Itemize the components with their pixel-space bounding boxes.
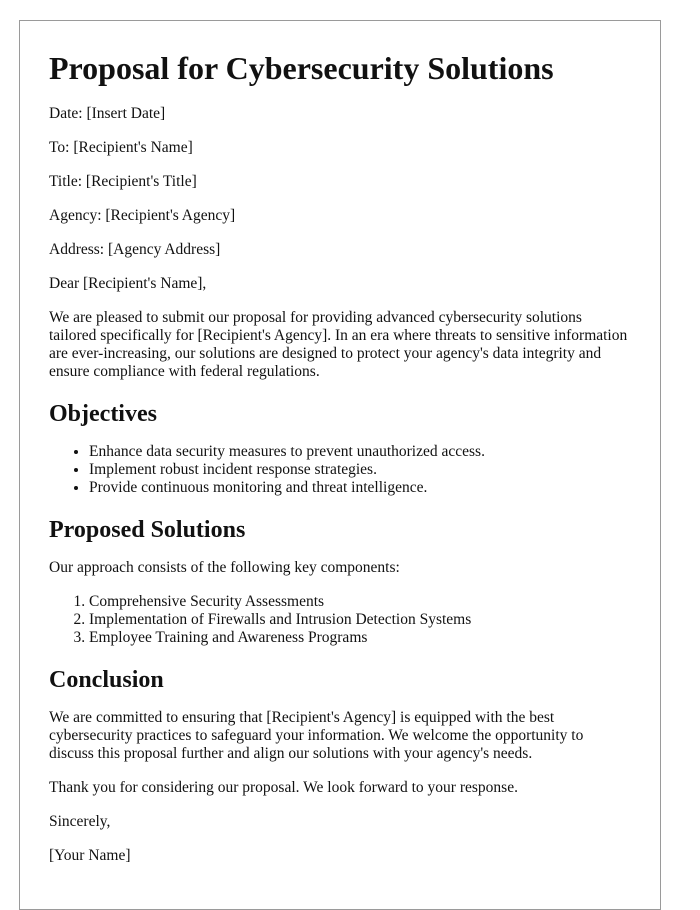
recipient-name-line: To: [Recipient's Name] [49,139,193,156]
objectives-heading: Objectives [49,401,157,427]
solutions-intro: Our approach consists of the following key components: [49,559,400,576]
list-item: • Provide continuous monitoring and threat intelligence. [89,479,631,497]
conclusion-paragraph: We are committed to ensuring that [Recipient's Agency] is equipped with the best cybersecurity practices to safeguard your information. We welcome the opportunity to discuss this proposal further and align our solutions with your agency's needs. [49,709,584,762]
solutions-list [49,593,631,647]
page-title: Proposal for Cybersecurity Solutions [49,50,554,86]
objectives-list [49,443,631,497]
agency-address-line: Address: [Agency Address] [49,241,221,258]
list-item: 3. Employee Training and Awareness Programs [89,629,631,647]
conclusion-heading: Conclusion [49,667,164,693]
intro-paragraph: We are pleased to submit our proposal for providing advanced cybersecurity solutions tailored specifically for [Recipient's Agency]. In an era where threats to sensitive information are ever-increasing, our solutions are designed to protect your agency's data integrity and ensure compliance with federal regulations. [49,309,628,380]
date-line: Date: [Insert Date] [49,105,166,122]
recipient-agency-line: Agency: [Recipient's Agency] [49,207,236,224]
list-item: 2. Implementation of Firewalls and Intrusion Detection Systems [89,611,631,629]
closing: Sincerely, [49,813,111,830]
list-item: • Implement robust incident response strategies. [89,461,631,479]
list-item: 1. Comprehensive Security Assessments [89,593,631,611]
salutation: Dear [Recipient's Name], [49,275,207,292]
signature: [Your Name] [49,847,131,864]
letter-page [19,20,661,910]
thanks-paragraph: Thank you for considering our proposal. We look forward to your response. [49,779,518,796]
list-item: • Enhance data security measures to prevent unauthorized access. [89,443,631,461]
solutions-heading: Proposed Solutions [49,517,246,543]
recipient-title-line: Title: [Recipient's Title] [49,173,197,190]
